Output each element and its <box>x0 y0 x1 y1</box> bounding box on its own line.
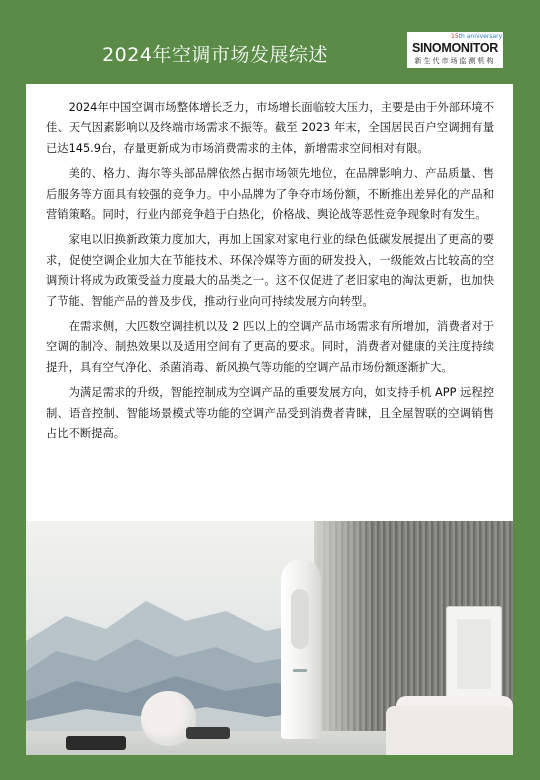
article-body <box>46 98 494 450</box>
living-room-photo <box>26 521 513 755</box>
side-table <box>186 727 230 739</box>
coffee-table <box>66 736 126 750</box>
paragraph-policy: 家电以旧换新政策力度加大，再加上国家对家电行业的绿色低碳发展提出了更高的要求，促使空调企业加大在节能技术、环保冷媒等方面的研发投入，一级能效占比较高的空调预计将成为政策受益力度最大的品类之一。这不仅促进了老旧家电的淘汰更新，也加快了节能、智能产品的普及步伐，推动行业向可持续发展方向转型。 <box>46 233 494 308</box>
logo-wordmark: SINOMONITOR <box>411 41 499 55</box>
floor-standing-air-conditioner <box>281 559 321 739</box>
paragraph-market-overview: 2024年中国空调市场整体增长乏力，市场增长面临较大压力，主要是由于外部环境不佳、天气因素影响以及终端市场需求不振等。截至 2023 年末，全国居民百户空调拥有量已达145.9台，存量更新成为市场消费需求的主体，新增需求空间相对有限。 <box>46 101 494 155</box>
sofa <box>386 706 513 755</box>
paragraph-demand: 在需求侧，大匹数空调挂机以及 2 匹以上的空调产品市场需求有所增加，消费者对于空调的制冷、制热效果以及适用空间有了更高的要求。同时，消费者对健康的关注度持续提升，具有空气净化、杀菌消毒、新风换气等功能的空调产品市场份额逐渐扩大。 <box>46 320 494 374</box>
logo-tagline: 新生代市场监测机构 <box>414 57 496 65</box>
page-title: 2024年空调市场发展综述 <box>102 44 328 66</box>
anniversary-badge: 15th anniversary <box>451 33 503 40</box>
paragraph-brand-competition: 美的、格力、海尔等头部品牌依然占据市场领先地位，在品牌影响力、产品质量、售后服务等方面具有较强的竞争力。中小品牌为了争夺市场份额，不断推出差异化的产品和营销策略。同时，行业内部竞争趋于白热化，价格战、舆论战等恶性竞争现象时有发生。 <box>46 167 494 222</box>
sinomonitor-logo <box>407 32 503 68</box>
article-card <box>26 84 513 521</box>
paragraph-smart-control: 为满足需求的升级，智能控制成为空调产品的重要发展方向，如支持手机 APP 远程控制、语音控制、智能场景模式等功能的空调产品受到消费者青睐，且全屋智联的空调销售占比不断提高。 <box>46 386 494 441</box>
